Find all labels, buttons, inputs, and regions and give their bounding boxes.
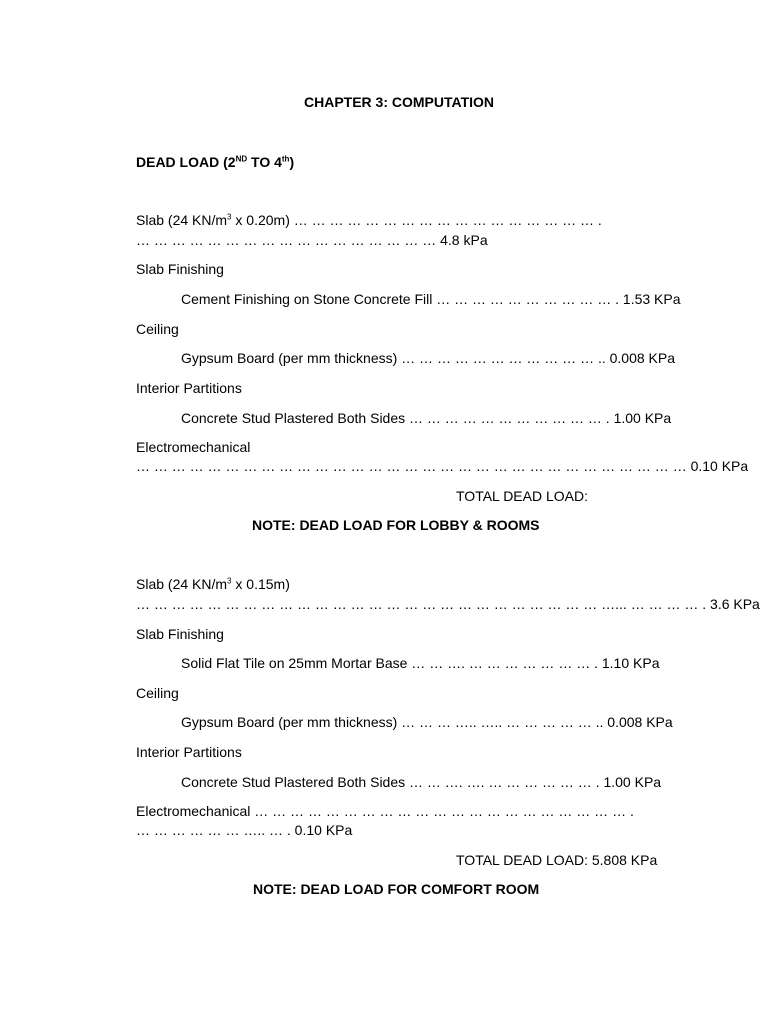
note-lobby-rooms: NOTE: DEAD LOAD FOR LOBBY & ROOMS [252, 517, 540, 533]
stud-item: Concrete Stud Plastered Both Sides … … …. …. … … … … … … . 1.00 KPa [181, 774, 662, 790]
total-dead-load: TOTAL DEAD LOAD: [456, 488, 588, 504]
slab-line-1-sup: 3 [227, 576, 232, 586]
slab-line-1 [136, 211, 602, 229]
slab-line-2: … … … … … … … … … … … … … … … … … … … … … … … … … … …... … … … … . 3.6 KPa [136, 596, 760, 612]
chapter-title: CHAPTER 3: COMPUTATION [304, 94, 495, 110]
section-heading [136, 153, 294, 171]
interior-partitions-label: Interior Partitions [136, 380, 242, 396]
electromechanical-line-2: … … … … … … ….. … . 0.10 KPa [136, 822, 353, 838]
slab-line-1-pre: Slab (24 KN/m [136, 576, 228, 592]
slab-finishing-label: Slab Finishing [136, 626, 224, 642]
slab-line-1 [136, 575, 290, 593]
section-heading-suffix: ) [289, 154, 295, 170]
note-comfort-room: NOTE: DEAD LOAD FOR COMFORT ROOM [253, 881, 540, 897]
section-heading-sup2: th [281, 154, 290, 164]
slab-line-1-post: x 0.15m) [231, 576, 290, 592]
ceiling-label: Ceiling [136, 321, 179, 337]
interior-partitions-label: Interior Partitions [136, 744, 242, 760]
electromechanical-value: … … … … … … … … … … … … … … … … … … … … … … … … … … … … … … … 0.10 KPa [136, 458, 749, 474]
gypsum-item: Gypsum Board (per mm thickness) … … … … … … … … … … … .. 0.008 KPa [181, 350, 676, 366]
total-dead-load: TOTAL DEAD LOAD: 5.808 KPa [456, 852, 658, 868]
gypsum-item: Gypsum Board (per mm thickness) … … … ….. ….. … … … … … .. 0.008 KPa [181, 714, 673, 730]
slab-finishing-label: Slab Finishing [136, 261, 224, 277]
ceiling-label: Ceiling [136, 685, 179, 701]
tile-item: Solid Flat Tile on 25mm Mortar Base … … …. … … … … … … … . 1.10 KPa [181, 655, 660, 671]
electromechanical-line-1: Electromechanical … … … … … … … … … … … … … … … … … … … … … . [136, 803, 634, 819]
stud-item: Concrete Stud Plastered Both Sides … … … … … … … … … … … . 1.00 KPa [181, 410, 672, 426]
cement-finishing-item: Cement Finishing on Stone Concrete Fill … … … … … … … … … … . 1.53 KPa [181, 291, 681, 307]
slab-line-2: … … … … … … … … … … … … … … … … … 4.8 kPa [136, 232, 488, 248]
slab-line-1-pre: Slab (24 KN/m [136, 212, 228, 228]
electromechanical-label: Electromechanical [136, 439, 251, 455]
section-heading-middle: TO 4 [247, 154, 282, 170]
slab-line-1-sup: 3 [227, 212, 232, 222]
section-heading-prefix: DEAD LOAD (2 [136, 154, 236, 170]
section-heading-sup1: ND [235, 154, 248, 164]
slab-line-1-post: x 0.20m) … … … … … … … … … … … … … … … … … . [231, 212, 602, 228]
